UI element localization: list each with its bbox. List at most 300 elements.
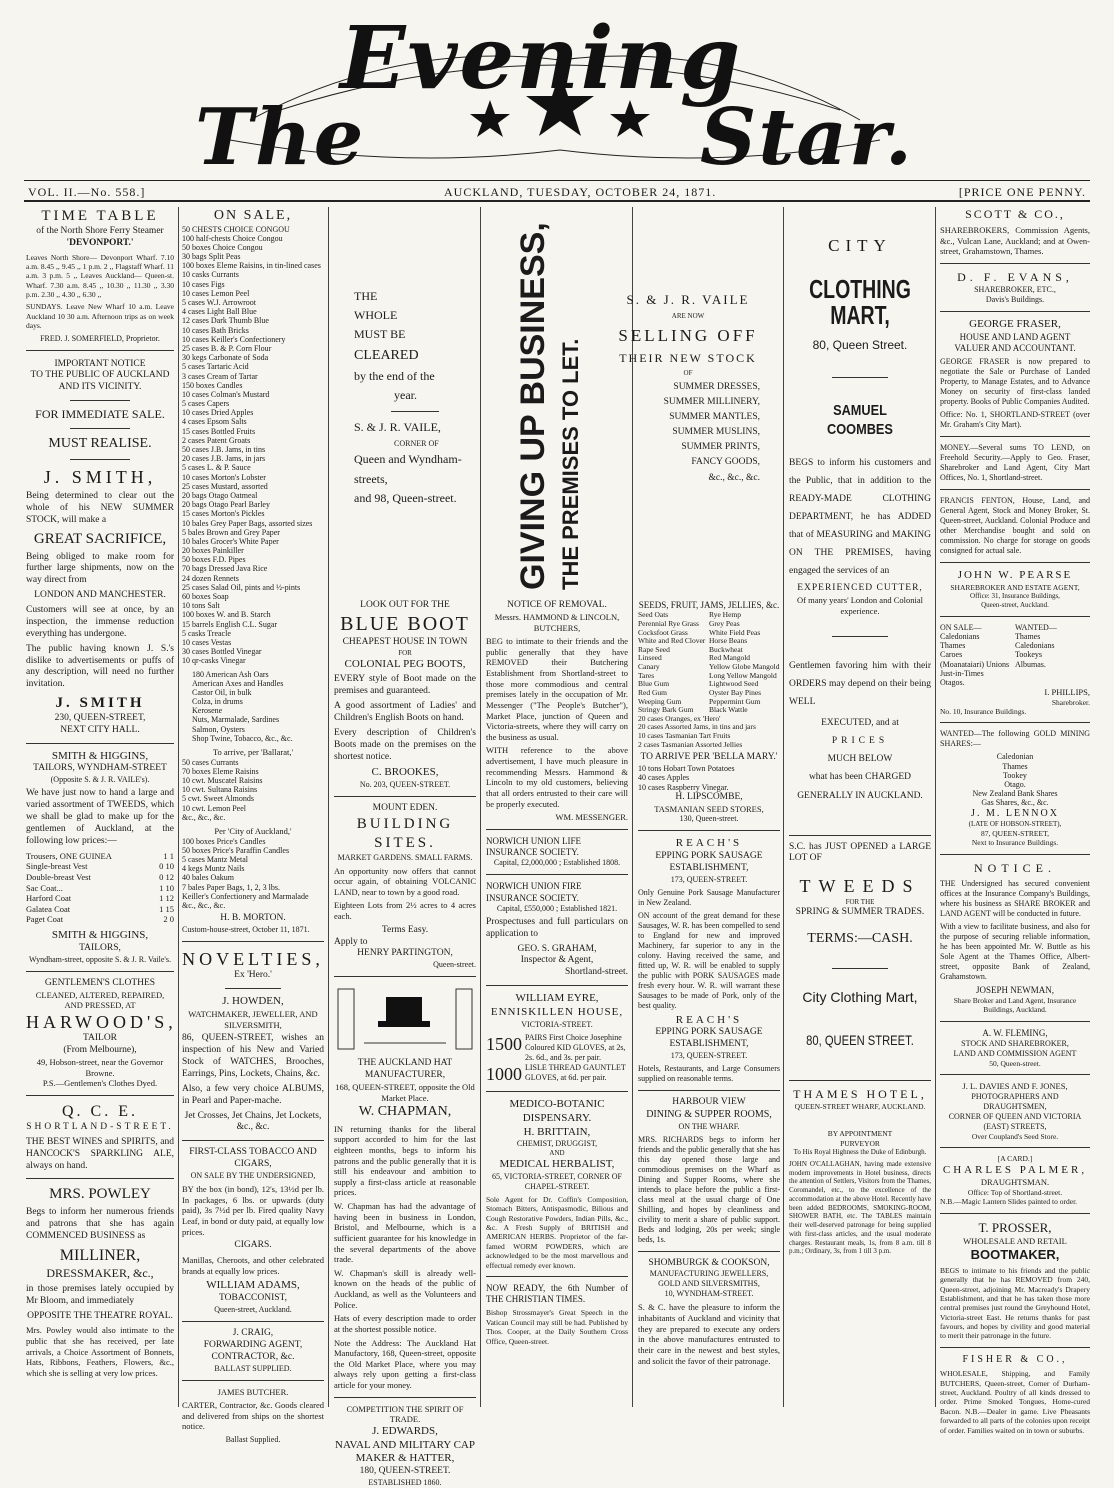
price-table — [26, 851, 174, 925]
card-label: [A CARD.] — [997, 1154, 1033, 1164]
edwards-address: 180, QUEEN-STREET. — [359, 1466, 451, 1477]
column-4 — [486, 600, 628, 1400]
gent-clothes: GENTLEMEN'S CLOTHES — [44, 977, 156, 988]
fraser-sub: HOUSE AND LAND AGENT — [959, 331, 1071, 342]
higgins-sub-2: (Opposite S. & J. R. VAILE's). — [50, 775, 150, 785]
share-item: (Moanataiari) Unions — [940, 659, 1010, 669]
seed-item: Buckwheat — [709, 644, 743, 654]
seed-item: Peppermint Gum — [709, 696, 761, 706]
share-item: Albumas. — [1015, 659, 1046, 669]
fleming-address: 50, Queen-street. — [989, 1058, 1041, 1068]
powley-text-2: in those premises lately occupied by Mr Bloom, and immediately — [26, 1283, 174, 1306]
arrive-list-item: 10 cwt. Lemon Peel — [182, 803, 246, 813]
opposite-theatre: OPPOSITE THE THEATRE ROYAL. — [27, 1310, 173, 1321]
price-row — [26, 883, 174, 894]
onsale-list-item: 5 cases W.J. Arrowroot — [182, 298, 256, 307]
column-2 — [182, 207, 324, 1445]
lipscombe-sub: TASMANIAN SEED STORES, — [654, 803, 764, 814]
craig-name: J. CRAIG, — [232, 1327, 274, 1338]
epping-text: Only Genuine Pork Sausage Manufacturer in New Zealand. — [638, 887, 780, 907]
price-item: Sac Coat... — [26, 882, 63, 893]
seed-item: Weeping Gum — [638, 696, 682, 706]
pearse-address: Office: 31, Insurance Buildings, — [970, 592, 1060, 601]
norwich-fire: NORWICH UNION FIRE INSURANCE SOCIETY. — [486, 881, 582, 903]
share-item: Thames — [940, 641, 966, 651]
seed-item: Red Mangold — [709, 653, 751, 663]
evans-address: Davis's Buildings. — [985, 294, 1045, 304]
onsale-list-item: 30 cases Bottled Vinegar — [182, 647, 262, 657]
queen-street-address: 80, QUEEN STREET. — [806, 1032, 914, 1049]
higgins-sub: TAILORS, WYNDHAM-STREET — [33, 763, 167, 774]
onsale-list-item: 50 boxes F.D. Pipes — [182, 555, 246, 565]
gloves-count-2: 1000 — [486, 1063, 522, 1084]
lookout: LOOK OUT FOR THE — [360, 600, 450, 610]
boot-text-3: Every description of Children's Boots made on the premises on the shortest notice. — [334, 727, 476, 762]
vaile-ad — [596, 290, 780, 486]
notice-heading: IMPORTANT NOTICE — [54, 358, 146, 369]
seed-item: Canary — [638, 662, 660, 671]
mount-eden: MOUNT EDEN. — [372, 803, 438, 814]
fisher-name: FISHER & CO., — [962, 1353, 1068, 1365]
price-row — [26, 893, 174, 904]
onsale-list-item: 10 bales Grocer's White Paper — [182, 536, 279, 546]
onsale-list-item: 24 dozen Rennets — [182, 573, 239, 583]
higgins-sub-3: TAILORS, — [79, 942, 121, 953]
seed-item: Black Wattle — [709, 705, 748, 715]
charged: what has been CHARGED — [808, 772, 912, 783]
volume-number: VOL. II.—No. 558.] — [28, 185, 146, 199]
seeds-more — [638, 715, 780, 750]
onsale-label: ON SALE— — [940, 622, 982, 632]
harwood-sub-2: (From Melbourne), — [63, 1045, 137, 1056]
chapman-text-4: Hats of every description made to order at the shortest possible notice. — [334, 1313, 476, 1334]
graham-address: Shortland-street. — [564, 967, 628, 978]
column-rule — [935, 207, 936, 1407]
phillips-name: I. PHILLIPS, — [1044, 687, 1090, 698]
eyre-name: WILLIAM EYRE, — [515, 992, 599, 1005]
howden-text: 86, QUEEN-STREET, wishes an inspection of his New and Varied Stock of WATCHES, Brooches, Earrings, Pins, Lockets, Chains, &c. — [182, 1033, 324, 1079]
spring-summer: SPRING & SUMMER TRADES. — [795, 906, 925, 917]
column-5-lower — [638, 600, 780, 1400]
chapman-text: IN returning thanks for the liberal support accorded to him for the last eighteen months, begs to inform his patrons and the public generally that it is still his endeavour and ambition to supply a first-class article at reasonable prices. — [334, 1123, 476, 1198]
harwood-ps: P.S.—Gentlemen's Clothes Dyed. — [42, 1078, 158, 1089]
messenger: WM. MESSENGER. — [555, 812, 628, 823]
novelties-sub: Ex 'Hero.' — [234, 970, 272, 981]
seeds-left — [638, 611, 709, 715]
onsale-list-item: 10 qr-casks Vinegar — [182, 656, 246, 666]
fraser-text: GEORGE FRASER is now prepared to negotiate the Sale or Purchase of Landed Property, to Manage Estates, and to Advance Money on security of first-class landed property. Books of Public Companies Audited. — [940, 357, 1090, 407]
milliner: MILLINER, — [59, 1246, 141, 1264]
onsale-list-item: 10 casks Currants — [182, 270, 239, 280]
qce-street: SHORTLAND-STREET. — [26, 1121, 174, 1132]
onsale-list-item: Kerosene — [192, 706, 223, 716]
seed-item: Linseed — [638, 653, 662, 663]
lennox-address: 87, QUEEN-STREET, — [981, 828, 1049, 838]
partington-name: HENRY PARTINGTON, — [357, 948, 453, 959]
column-rule — [178, 207, 179, 1407]
craig-sub-2: BALLAST SUPPLIED. — [214, 1363, 292, 1373]
adams-sub: TOBACCONIST, — [218, 1293, 287, 1304]
brittain-text: Sole Agent for Dr. Coffin's Composition, Stomach Bitters, Antispasmodic, Bilious and Cough Restorative Powders, Indian Pills, &c., &c. A Fresh Supply of BRITISH and AMERICAN HERBS. Proprietor of the far-famed WORM POWDERS, which are acknowledged to be the most marvellous and effectual remedy ever known. — [486, 1194, 628, 1270]
competition: COMPETITION THE SPIRIT OF TRADE. — [346, 1403, 464, 1425]
vaile-sub: CORNER OF — [394, 438, 439, 448]
seed-item: White and Red Clover — [638, 636, 706, 646]
arrive-list-item: Keiller's Confectionery and Marmalade — [182, 891, 309, 901]
arrive-city: Per 'City of Auckland,' — [214, 825, 292, 836]
howden-sub: WATCHMAKER, JEWELLER, AND SILVERSMITH, — [188, 1009, 318, 1030]
city-clothing-mart: City Clothing Mart, — [802, 988, 918, 1005]
price-item: Harford Coat — [26, 893, 72, 904]
higgins-text: We have just now to hand a large and varied assortment of TWEEDS, which we shall be glad to make up for the gentlemen of Auckland, at the following low prices:— — [26, 788, 174, 846]
onsale-list-item: 25 cases Salad Oil, pints and ½-pints — [182, 582, 301, 592]
money-to-lend: MONEY.—Several sums TO LEND, on Freehold Security.—Apply to Geo. Fraser, Sharebroker and Land Agent, City Mart Offices, No. 1, Shortland-street. — [940, 443, 1090, 483]
pearse-address-2: Queen-street, Auckland. — [981, 601, 1049, 609]
cutter-text: Of many years' London and Colonial experience. — [797, 594, 923, 616]
seed-item: Grey Peas — [709, 618, 740, 628]
place-date: AUCKLAND, TUESDAY, OCTOBER 24, 1871. — [444, 185, 717, 199]
edwards-name: J. EDWARDS, — [372, 1424, 438, 1437]
fraser-sub-2: VALUER AND ACCOUNTANT. — [954, 342, 1076, 353]
seed-item: Perennial Rye Grass — [638, 618, 699, 628]
onsale-list-item: 5 casks Treacle — [182, 628, 231, 638]
thames-hotel: THAMES HOTEL, — [793, 1086, 927, 1101]
share-item: Caledonian — [996, 752, 1034, 762]
onsale-list-item: 2 cases Patent Groats — [182, 435, 251, 445]
vaile-ad-of: OF — [683, 369, 693, 378]
arrive-list-item: 40 bales Oakum — [182, 873, 234, 883]
onsale-list-item: Salmon, Oysters — [192, 724, 245, 734]
palmer-sub: DRAUGHTSMAN. — [980, 1177, 1050, 1188]
onsale-list-item: Nuts, Marmalade, Sardines — [192, 715, 280, 725]
harwood-address: 49, Hobson-street, near the Governor Browne. — [36, 1057, 164, 1078]
fleming-sub-2: LAND AND COMMISSION AGENT — [953, 1048, 1077, 1058]
column-3-lower — [334, 600, 476, 1487]
onsale-list-item: 50 cases J.B. Jams, in tins — [182, 445, 266, 454]
arrive-list-item: 10 cwt. Muscatel Raisins — [182, 776, 263, 785]
fraser-office: Office: No. 1, SHORTLAND-STREET (over Mr. Graham's City Mart). — [940, 410, 1090, 430]
lipscombe-address: 130, Queen-street. — [679, 814, 739, 824]
coombes-name: SAMUEL COOMBES — [827, 402, 893, 438]
for-the: FOR THE — [845, 897, 875, 906]
price-row — [26, 904, 174, 915]
graham-name: GEO. S. GRAHAM, — [517, 943, 597, 954]
seeds-right — [709, 611, 780, 715]
arrive-list-2 — [182, 837, 324, 911]
terms-easy: Terms Easy. — [381, 924, 429, 935]
onsale-list-item: 10 cases Lemon Peel — [182, 288, 250, 298]
onsale-list-item: 10 cases Bath Bricks — [182, 325, 249, 335]
vaile-item: SUMMER PRINTS, — [681, 442, 760, 453]
masthead — [0, 0, 1114, 183]
price-item: Single-breast Vest — [26, 861, 88, 872]
lipscombe-name: H. LIPSCOMBE, — [675, 791, 743, 802]
giving-up-banner — [512, 214, 592, 590]
eyre-address: VICTORIA-STREET. — [521, 1019, 593, 1029]
generally: GENERALLY IN AUCKLAND. — [797, 790, 923, 801]
evans-name: D. F. EVANS, — [957, 269, 1073, 284]
column-rule — [328, 207, 329, 1407]
onsale-list-item: 5 cases Capers — [182, 399, 230, 409]
onsale-list-item: Colza, in drums — [192, 697, 243, 707]
ferry-sunday: SUNDAYS. Leave New Wharf 10 a.m. Leave Auckland 10 30 a.m. Afternoon trips as on week days. — [26, 302, 174, 331]
shomburgk-text: S. & C. have the pleasure to inform the inhabitants of Auckland and vicinity that they are prepared to execute any orders in the above manufactures entrusted to their care in the newest and best styles, and solicit the favor of their patronage. — [638, 1302, 780, 1366]
brookes-name: C. BROOKES, — [371, 766, 439, 779]
fenton-text: FRANCIS FENTON, House, Land, and General Agent, Stock and Money Broker, St. Queen-street, Auckland. Colonial Produce and other Merchandise bought and sold on commission. No charge for storage on goods consigned for actual sale. — [940, 496, 1090, 556]
morton-name: H. B. MORTON. — [220, 913, 286, 924]
onsale-list-item: 20 bags Otago Oatmeal — [182, 490, 258, 500]
hat-title: THE AUCKLAND HAT MANUFACTURER, — [357, 1058, 453, 1080]
vaile-item: SUMMER MUSLINS, — [672, 427, 760, 438]
onsale-list-item: 10 cases Figs — [182, 279, 225, 289]
ferry-subtitle: of the North Shore Ferry Steamer — [36, 225, 164, 236]
price-value: 1 1 — [163, 850, 174, 861]
masthead-evening: Evening — [340, 8, 743, 109]
morton-address: Custom-house-street, October 11, 1871. — [182, 924, 310, 934]
onsale-list-item: 150 boxes Candles — [182, 380, 243, 390]
harbour-view: HARBOUR VIEW — [672, 1097, 746, 1108]
shomburgk-sub: MANUFACTURING JEWELLERS, GOLD AND SILVERSMITHS, — [649, 1269, 769, 1289]
onsale-list-item: 100 half-chests Choice Congou — [182, 233, 283, 243]
price-value: 1 10 — [159, 882, 174, 893]
share-item: Thames — [1015, 631, 1041, 641]
butcher-sub: Ballast Supplied. — [225, 1435, 281, 1445]
tobacco-sub: ON SALE BY THE UNDERSIGNED, — [190, 1171, 316, 1181]
evans-sub: SHAREBROKER, ETC., — [974, 284, 1056, 294]
share-item: New Zealand Bank Shares — [972, 789, 1058, 799]
vaile-item: SUMMER MANTLES, — [669, 411, 760, 422]
arrive-list-item: 100 boxes Price's Candles — [182, 836, 266, 846]
share-item: Otago. — [1004, 780, 1026, 789]
price-value: 0 10 — [159, 861, 174, 872]
share-item: Caledonians — [940, 631, 980, 641]
onsale-list-item: 10 tons Salt — [182, 601, 220, 611]
arrive-list-item: 5 cases Mantz Metal — [182, 854, 248, 864]
scott-text: SHAREBROKERS, Commission Agents, &c., Vulcan Lane, Auckland; and at Owen-street, Grahamstown, Thames. — [940, 225, 1090, 257]
arrive-list-item: 5 cwt. Sweet Almonds — [182, 794, 254, 804]
herbalist: MEDICAL HERBALIST, — [499, 1158, 615, 1171]
wanted-shares-list — [940, 752, 1090, 807]
column-rule — [480, 207, 481, 1407]
arrive-list-item: 10 cwt. Sultana Raisins — [182, 785, 258, 795]
smith-name: J. SMITH, — [43, 466, 157, 487]
seed-item: White Field Peas — [709, 627, 761, 637]
higgins-name: SMITH & HIGGINS, — [51, 749, 149, 762]
seed-item: Oyster Bay Pines — [709, 687, 762, 697]
on-the-wharf: ON THE WHARF. — [678, 1121, 740, 1131]
ferry-title: TIME TABLE — [41, 208, 159, 224]
arrive-list-item: &c., &c., &c. — [182, 900, 226, 910]
vaile-address-2: and 98, Queen-street. — [354, 490, 457, 505]
seed-item: Seed Oats — [638, 610, 669, 620]
graham-sub: Inspector & Agent, — [520, 955, 594, 966]
gloves-count-1: 1500 — [486, 1033, 522, 1054]
dateline — [24, 180, 1090, 202]
price-row — [26, 914, 174, 925]
tweeds: TWEEDS — [799, 876, 921, 897]
boot-text: EVERY style of Boot made on the premises and guaranteed. — [334, 674, 476, 697]
seeds-title: SEEDS, FRUIT, JAMS, JELLIES, &c. — [638, 600, 780, 610]
onsale-list-item: 10 cases Dried Apples — [182, 408, 254, 418]
lennox-address-2: Next to Insurance Buildings. — [971, 838, 1059, 848]
arrive-list-item: 7 bales Paper Bags, 1, 2, 3 lbs. — [182, 882, 280, 892]
gent-text: Gentlemen favoring him with their ORDERS may depend on their being WELL — [789, 661, 931, 708]
shomburgk-name: SHOMBURGK & COOKSON, — [648, 1257, 770, 1268]
dining-rooms: DINING & SUPPER ROOMS, — [646, 1109, 772, 1121]
cheapest: CHEAPEST HOUSE IN TOWN — [342, 636, 468, 647]
price-value: 1 12 — [159, 893, 174, 904]
onsale-list-2 — [182, 670, 324, 744]
price-value: 2 0 — [163, 914, 174, 925]
smith-text-4: The public having known J. S.'s dislike to advertisements or puffs of any description, will need no further invitation. — [26, 643, 174, 690]
prosser-text: BEGS to intimate to his friends and the public generally that he has REMOVED from 240, Queen-street, adjoining Mr. Macready's Drapery Establishment, and that he has taken those more central premises just round the Greyhound Hotel, Victoria-street East. He returns thanks for past favours, and hopes by civility and good material to merit their patronage in the future. — [940, 1265, 1090, 1341]
price-value: 0 12 — [159, 871, 174, 882]
sale-share-list — [940, 632, 1015, 687]
vaile-address: Queen and Wyndham-streets, — [354, 452, 462, 486]
vaile-item: SUMMER MILLINERY, — [663, 396, 760, 407]
onsale-list-item: 10 cases Keiller's Confectionery — [182, 334, 286, 344]
executed: EXECUTED, and at — [821, 718, 899, 729]
sites-sub: MARKET GARDENS. SMALL FARMS. — [337, 852, 473, 862]
edwards-sub: NAVAL AND MILITARY CAP MAKER & HATTER, — [335, 1438, 475, 1465]
chapman-text-3: W. Chapman's skill is already well-known on the heads of the public of Auckland, as well as the Volunteers and Police. — [334, 1267, 476, 1310]
notice-text: THE Undersigned has secured convenient offices at the Insurance Company's Buildings, where his business as SHARE BROKER and LAND AGENT will be conducted in future. — [940, 878, 1090, 918]
arrive-list-item: 4 kegs Muntz Nails — [182, 864, 245, 874]
onsale-list-item: 5 cases L. & P. Sauce — [182, 463, 251, 473]
davies-sub: PHOTOGRAPHERS AND DRAUGHTSMEN, — [971, 1091, 1059, 1111]
fisher-text: WHOLESALE, Shipping, and Family BUTCHERS, Queen-street, Corner of Durham-street, Auckland. Poultry of all kinds dressed to order. Prime Smoked Tongues, Home-cured Bacon. N.B.—Dealer in game. Live Pheasants forwarded to all parts of the colonies upon receipt of order. Families waited on in town or suburbs. — [940, 1369, 1090, 1435]
brookes-address: No. 203, QUEEN-STREET. — [359, 780, 451, 790]
price: [PRICE ONE PENNY. — [958, 185, 1086, 199]
price-row — [26, 861, 174, 872]
blue-boot: BLUE BOOT — [340, 612, 470, 635]
onsale-list-item: 100 boxes W. and B. Starch — [182, 610, 271, 620]
powley-text: Begs to inform her numerous friends and patrons that she has again COMMENCED BUSINESS as — [26, 1207, 174, 1241]
coombes-text: BEGS to inform his customers and the Public, that in addition to the READY-MADE CLOTHING DEPARTMENT, he has ADDED that of MEASURING and MAKING ON THE PREMISES, having engaged the services of an — [789, 457, 931, 577]
seed-item: 10 cases Tasmanian Tart Fruits — [638, 731, 731, 740]
removal-text: BEG to intimate to their friends and the public generally that they have REMOVED their Butchering Establishment from Shortland-street to those more commodious and central premises lately in the occupation of Mr. Messenger ("The People's Butcher"), Market Place, junction of Queen and Victoria-streets, where they will carry on the business as usual. — [486, 636, 628, 742]
share-item: Thames — [1002, 761, 1028, 771]
column-1 — [26, 207, 177, 1407]
royal-highness: To His Royal Highness the Duke of Edinburgh. — [793, 1148, 927, 1157]
whole-6: year. — [394, 388, 417, 403]
onsale-list-item: 25 cases Mustard, assorted — [182, 481, 268, 491]
vaile-name: S. & J. R. VAILE, — [354, 420, 441, 435]
onsale-list-item: 10 cases Colman's Mustard — [182, 389, 270, 399]
qce-text: THE BEST WINES and SPIRITS, and HANCOCK'S SPARKLING ALE, always on hand. — [26, 1136, 174, 1171]
palmer-name: CHARLES PALMER, — [942, 1163, 1088, 1176]
fleming-name: A. W. FLEMING, — [982, 1027, 1048, 1038]
london-manchester: LONDON AND MANCHESTER. — [34, 590, 166, 601]
tobacco-text: BY the box (in bond), 12's, 13½d per lb. In packages, 6 lbs. or upwards (duty paid), 3s 7½d per lb. Fired quality Navy Leaf, in bond or duty paid, at equally low prices. — [182, 1184, 324, 1237]
craig-sub: FORWARDING AGENT, CONTRACTOR, &c. — [203, 1339, 303, 1362]
seed-item: Cocksfoot Grass — [638, 627, 688, 637]
vaile-item: SUMMER DRESSES, — [673, 381, 760, 392]
harbour-text: MRS. RICHARDS begs to inform her friends and the public generally that she has this day opened those large and commodious premises on the Wharf as Dining and Supper Rooms, where she intends to place before the public a first-class meal at the usual charge of One Shilling, and hopes by cleanliness and civility to merit a share of public support. Beds and lodging, 20s per week; single beds, 1s. — [638, 1134, 780, 1244]
must-realise: MUST REALISE. — [48, 436, 152, 452]
fraser-name: GEORGE FRASER, — [969, 317, 1061, 330]
price-value: 1 15 — [159, 903, 174, 914]
prospectus: Prospectuses and full particulars on application to — [486, 916, 628, 939]
clothing-mart: CLOTHING MART, — [809, 274, 911, 331]
purveyor: PURVEYOR — [840, 1138, 880, 1148]
giving-up-business: GIVING UP BUSINESS, — [514, 222, 552, 590]
norwich-life-capital: Capital, £2,000,000 ; Established 1808. — [493, 858, 621, 868]
onsale-list-item: 180 American Ash Oars — [192, 669, 269, 679]
prosser-name: T. PROSSER, — [978, 1219, 1052, 1235]
edwards-established: ESTABLISHED 1860. — [368, 1478, 442, 1487]
onsale-list-item: 15 cases Bottled Fruits — [182, 426, 256, 436]
norwich-life: NORWICH UNION LIFE INSURANCE SOCIETY. — [486, 835, 581, 857]
adams-address: Queen-street, Auckland. — [214, 1304, 292, 1314]
onsale-list-item: 15 barrels English C.L. Sugar — [182, 619, 278, 629]
now-ready: NOW READY, the 6th Number of THE CHRISTIAN TIMES. — [486, 1282, 628, 1305]
lennox-name: J. M. LENNOX — [971, 807, 1059, 819]
seed-item: Rape Seed — [638, 644, 670, 654]
davies-address-2: Over Coupland's Seed Store. — [971, 1131, 1059, 1141]
higgins-address: Wyndham-street, opposite S. & J. R. Vaile's. — [29, 954, 171, 964]
wanted-shares: WANTED—The following GOLD MINING SHARES:— — [940, 729, 1090, 749]
now-ready-text: Bishop Strossmayer's Great Speech in the Vatican Council may still be had. Published by Thos. Cooper, at the Daily Southern Cross Office, Queen-street. — [486, 1308, 628, 1346]
smith-address-2: NEXT CITY HALL. — [60, 724, 140, 735]
onsale-list-item: 5 cases Tartaric Acid — [182, 362, 249, 372]
hat-address: 168, QUEEN-STREET, opposite the Old Market Place. — [335, 1081, 475, 1103]
experienced-cutter: EXPERIENCED CUTTER, — [797, 583, 923, 594]
onsale-list-item: 12 cases Dark Thumb Blue — [182, 316, 269, 326]
whole-5: by the end of the — [354, 368, 435, 383]
thames-text: JOHN O'CALLAGHAN, having made extensive modern improvements in Hotel business, directs the attention of Settlers, Visitors from the Thames, Coromandel, etc., to the excellence of the accommodation at the above Hotel. Recently have been added BEDROOMS, SMOKING-ROOM, SHOWER BATH, etc. The TABLES maintain their well-deserved patronage for being supplied with first-class articles, and the usual moderate charges. Restaurant meals, 1s, from 8 a.m. till 8 p.m.; Ordinary, 3s, from 1 till 3 p.m. — [789, 1159, 931, 1256]
seed-item: 20 cases Assorted Jams, in tins and jars — [638, 722, 756, 732]
newman-name: JOSEPH NEWMAN, — [975, 984, 1054, 995]
whole-2: WHOLE — [354, 308, 398, 323]
whole-4: CLEARED — [354, 347, 419, 363]
onsale-list-item: 4 cases Light Ball Blue — [182, 307, 257, 317]
seed-item: Rye Hemp — [709, 610, 741, 620]
hat-illustration — [334, 983, 476, 1053]
smith-text-2: Being obliged to make room for further large shipments, now on the way direct from — [26, 551, 174, 586]
cigars-text: Manillas, Cheroots, and other celebrated brands at equally low prices. — [182, 1255, 324, 1276]
onsale-list-item: Shop Twine, Tobacco, &c., &c. — [192, 733, 293, 743]
seed-item: Long Yellow Mangold — [709, 670, 777, 680]
fleming-sub: STOCK AND SHAREBROKER, — [961, 1038, 1069, 1048]
whole-3: MUST BE — [354, 327, 406, 342]
davies-name: J. L. DAVIES AND F. JONES, — [962, 1081, 1068, 1092]
shomburgk-address: 10, WYNDHAM-STREET. — [664, 1289, 754, 1299]
harwood-sub: TAILOR — [82, 1033, 118, 1044]
terms-cash: TERMS:—CASH. — [807, 931, 913, 947]
onsale-list-item: 10 cases Morton's Lobster — [182, 472, 266, 482]
onsale-list-item: 70 bags Dressed Java Rice — [182, 564, 268, 574]
share-item: Gas Shares, &c., &c. — [981, 798, 1049, 808]
seed-item: Stringy Bark Gum — [638, 705, 694, 715]
arrive-list-item: &c., &c., &c. — [182, 812, 226, 822]
howden-text-2: Also, a few very choice ALBUMS, in Pearl and Paper-mache. — [182, 1083, 324, 1106]
vaile-items — [596, 380, 780, 486]
great-sacrifice: GREAT SACRIFICE, — [33, 530, 167, 547]
onsale-list-item: 30 bags Split Peas — [182, 252, 241, 262]
tobacco-title: FIRST-CLASS TOBACCO AND CIGARS, — [189, 1147, 317, 1170]
for: FOR — [398, 648, 412, 657]
onsale-list-item: 20 cases J.B. Jams, in jars — [182, 454, 266, 464]
price-item: Paget Coat — [26, 914, 64, 925]
onsale-list-item: 5 bales Brown and Grey Paper — [182, 527, 280, 537]
brittain-name: H. BRITTAIN, — [523, 1125, 591, 1138]
wanted-label: WANTED— — [1015, 622, 1057, 632]
share-item: Just-in-Times — [940, 668, 984, 678]
harwood-name: HARWOOD'S, — [26, 1011, 177, 1032]
arrive-ballarat: To arrive, per 'Ballarat,' — [212, 747, 294, 757]
price-item: Double-breast Vest — [26, 871, 91, 882]
arrive-list-item: 50 cases Currants — [182, 757, 239, 767]
